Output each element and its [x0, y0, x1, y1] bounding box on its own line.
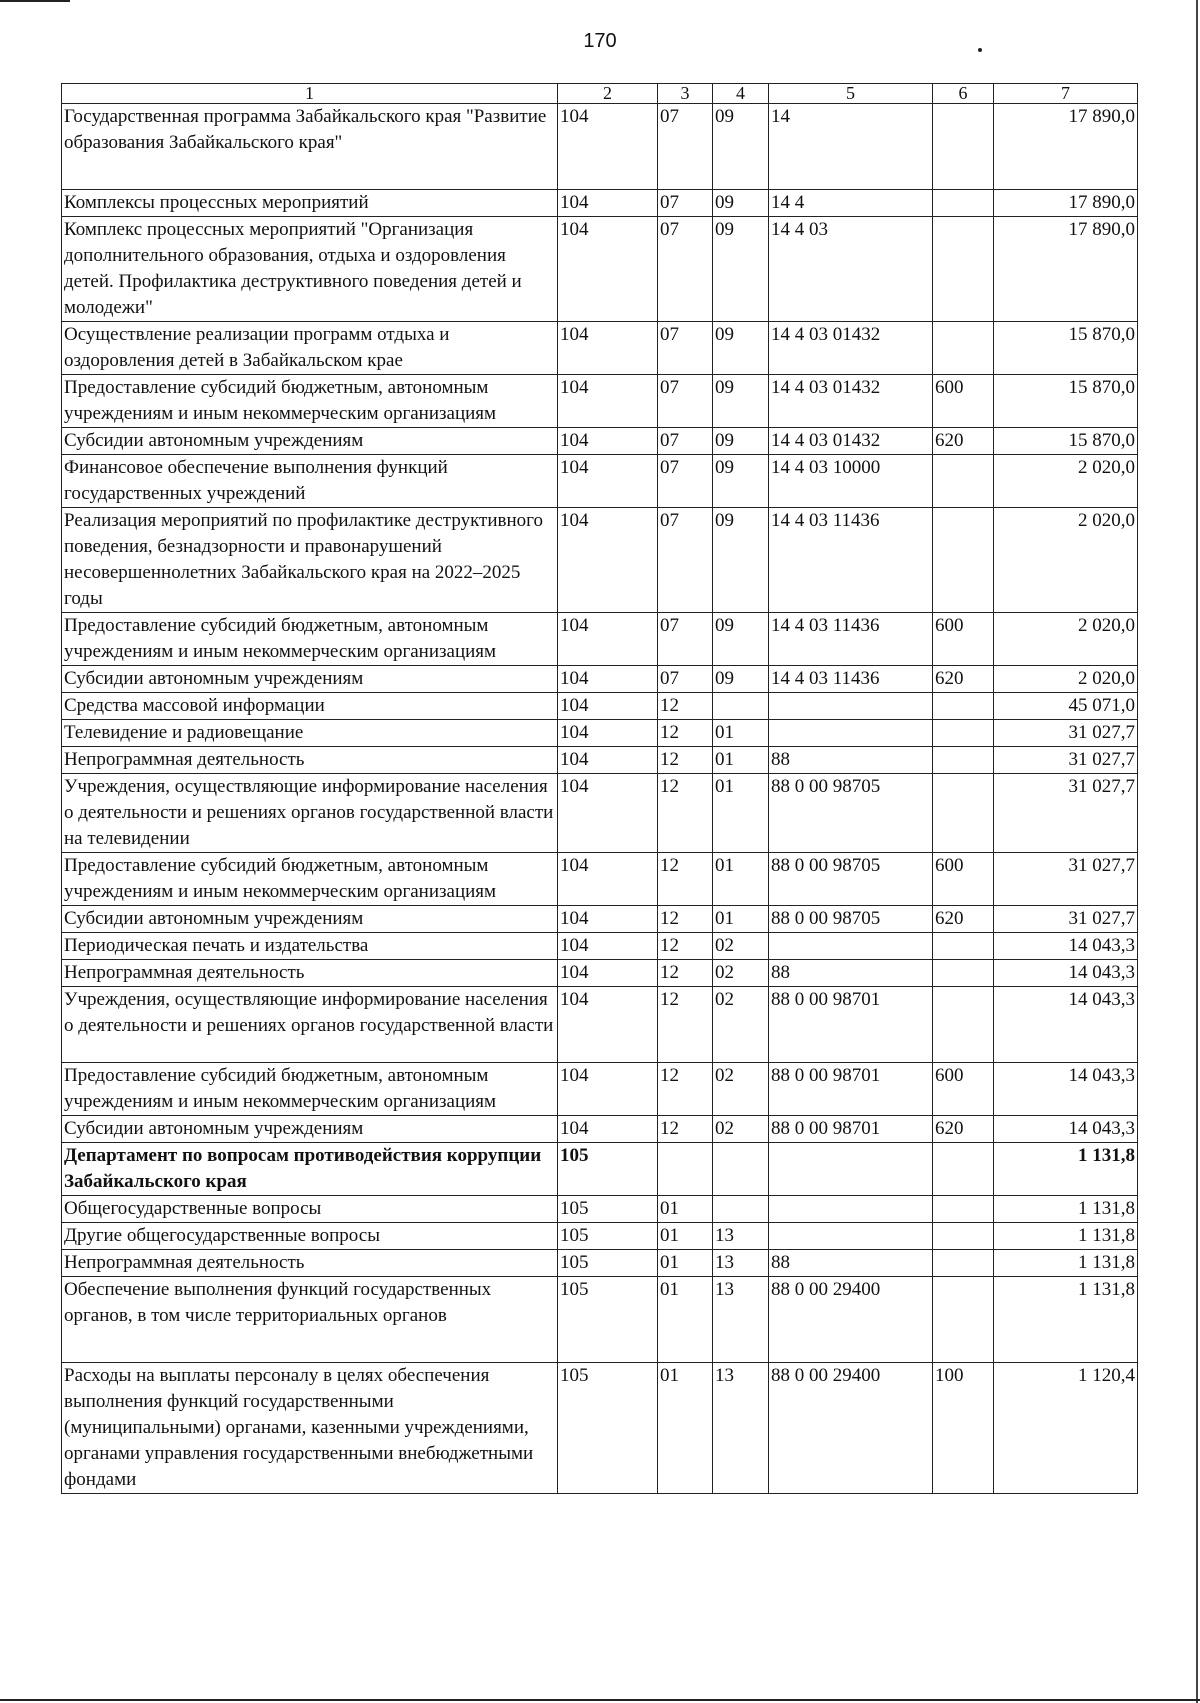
row-code-4: 09	[713, 104, 769, 190]
row-code-3: 07	[658, 666, 713, 693]
budget-table	[61, 83, 1138, 1494]
row-code-2: 104	[558, 455, 658, 508]
row-code-3: 12	[658, 853, 713, 906]
row-code-4: 09	[713, 613, 769, 666]
row-code-3: 07	[658, 375, 713, 428]
table-row	[62, 508, 1138, 613]
row-code-6: 600	[933, 853, 994, 906]
row-code-3: 12	[658, 1063, 713, 1116]
row-code-4: 09	[713, 508, 769, 613]
table-row	[62, 190, 1138, 217]
row-code-4: 13	[713, 1223, 769, 1250]
row-amount: 31 027,7	[994, 774, 1138, 853]
row-code-4: 02	[713, 960, 769, 987]
row-code-3: 07	[658, 217, 713, 322]
row-amount: 2 020,0	[994, 455, 1138, 508]
row-code-6	[933, 960, 994, 987]
row-code-6: 600	[933, 375, 994, 428]
row-code-5: 14 4 03 01432	[769, 375, 933, 428]
table-row	[62, 693, 1138, 720]
row-code-2: 104	[558, 217, 658, 322]
row-code-6: 600	[933, 1063, 994, 1116]
row-code-3: 12	[658, 1116, 713, 1143]
row-code-3: 12	[658, 720, 713, 747]
row-amount: 1 131,8	[994, 1277, 1138, 1363]
scan-edge-right	[1196, 0, 1198, 1703]
row-code-5: 14 4 03 01432	[769, 428, 933, 455]
row-code-4: 09	[713, 428, 769, 455]
row-code-5: 88 0 00 98705	[769, 906, 933, 933]
page-number: 170	[583, 30, 617, 52]
row-code-2: 104	[558, 322, 658, 375]
row-code-3: 12	[658, 933, 713, 960]
row-description: Финансовое обеспечение выполнения функций государственных учреждений	[62, 455, 558, 508]
row-code-3: 12	[658, 987, 713, 1063]
header-cell-5: 5	[769, 84, 933, 104]
row-amount: 1 131,8	[994, 1250, 1138, 1277]
row-description: Расходы на выплаты персоналу в целях обеспечения выполнения функций государственными (муниципальными) органами, казенными учреждениями, органами управления государственными внебюджетными фондами	[62, 1363, 558, 1494]
row-amount: 17 890,0	[994, 190, 1138, 217]
row-code-5: 88 0 00 29400	[769, 1363, 933, 1494]
header-cell-1: 1	[62, 84, 558, 104]
row-description: Учреждения, осуществляющие информирование населения о деятельности и решениях органов государственной власти	[62, 987, 558, 1063]
row-code-4: 02	[713, 1116, 769, 1143]
row-description: Другие общегосударственные вопросы	[62, 1223, 558, 1250]
row-amount: 15 870,0	[994, 428, 1138, 455]
table-row	[62, 1063, 1138, 1116]
row-code-4: 01	[713, 720, 769, 747]
row-amount: 1 131,8	[994, 1196, 1138, 1223]
row-code-6: 100	[933, 1363, 994, 1494]
row-code-2: 104	[558, 693, 658, 720]
row-code-2: 104	[558, 508, 658, 613]
row-code-4	[713, 693, 769, 720]
table-row	[62, 375, 1138, 428]
row-code-5: 88 0 00 98705	[769, 774, 933, 853]
row-code-6: 620	[933, 666, 994, 693]
row-code-2: 104	[558, 190, 658, 217]
header-cell-4: 4	[713, 84, 769, 104]
row-code-6	[933, 1250, 994, 1277]
row-code-5: 14 4 03 01432	[769, 322, 933, 375]
row-code-2: 105	[558, 1196, 658, 1223]
table-row	[62, 960, 1138, 987]
row-code-3: 01	[658, 1196, 713, 1223]
row-code-5: 88 0 00 29400	[769, 1277, 933, 1363]
row-code-2: 104	[558, 906, 658, 933]
row-code-5: 14 4 03	[769, 217, 933, 322]
row-amount: 31 027,7	[994, 906, 1138, 933]
table-row	[62, 217, 1138, 322]
row-code-2: 104	[558, 375, 658, 428]
table-row	[62, 322, 1138, 375]
row-code-6	[933, 720, 994, 747]
row-code-3: 07	[658, 455, 713, 508]
row-code-5: 88 0 00 98701	[769, 987, 933, 1063]
table-row	[62, 1143, 1138, 1196]
row-amount: 2 020,0	[994, 666, 1138, 693]
row-code-2: 104	[558, 960, 658, 987]
row-code-2: 104	[558, 747, 658, 774]
header-cell-3: 3	[658, 84, 713, 104]
row-amount: 14 043,3	[994, 987, 1138, 1063]
row-code-5: 14 4 03 10000	[769, 455, 933, 508]
row-code-5: 14 4	[769, 190, 933, 217]
row-description: Непрограммная деятельность	[62, 1250, 558, 1277]
row-code-6	[933, 1143, 994, 1196]
row-code-6	[933, 104, 994, 190]
row-description: Средства массовой информации	[62, 693, 558, 720]
row-code-5	[769, 1196, 933, 1223]
scan-edge-bottom	[0, 1699, 1200, 1701]
row-code-2: 105	[558, 1143, 658, 1196]
row-code-4: 09	[713, 375, 769, 428]
row-code-5	[769, 933, 933, 960]
row-description: Непрограммная деятельность	[62, 747, 558, 774]
row-code-6: 600	[933, 613, 994, 666]
row-code-2: 105	[558, 1277, 658, 1363]
row-amount: 14 043,3	[994, 960, 1138, 987]
row-code-2: 104	[558, 666, 658, 693]
table-row	[62, 1363, 1138, 1494]
row-code-6	[933, 455, 994, 508]
table-row	[62, 987, 1138, 1063]
row-code-5: 14 4 03 11436	[769, 613, 933, 666]
row-code-3: 07	[658, 613, 713, 666]
row-code-5	[769, 720, 933, 747]
table-row	[62, 774, 1138, 853]
row-code-4: 13	[713, 1277, 769, 1363]
row-amount: 14 043,3	[994, 1063, 1138, 1116]
row-code-6: 620	[933, 906, 994, 933]
row-code-5: 88 0 00 98701	[769, 1063, 933, 1116]
row-code-4: 01	[713, 853, 769, 906]
row-code-5: 14 4 03 11436	[769, 666, 933, 693]
row-code-5: 88 0 00 98701	[769, 1116, 933, 1143]
row-code-4: 01	[713, 747, 769, 774]
row-code-6	[933, 1223, 994, 1250]
row-code-5: 88 0 00 98705	[769, 853, 933, 906]
row-code-5: 14 4 03 11436	[769, 508, 933, 613]
row-code-4: 09	[713, 666, 769, 693]
row-amount: 31 027,7	[994, 747, 1138, 774]
row-code-2: 105	[558, 1223, 658, 1250]
row-description: Департамент по вопросам противодействия коррупции Забайкальского края	[62, 1143, 558, 1196]
row-code-6	[933, 774, 994, 853]
row-code-6	[933, 190, 994, 217]
row-code-3: 07	[658, 104, 713, 190]
row-code-3: 12	[658, 774, 713, 853]
row-amount: 31 027,7	[994, 853, 1138, 906]
row-code-3: 12	[658, 747, 713, 774]
row-code-5: 88	[769, 960, 933, 987]
row-code-4: 13	[713, 1250, 769, 1277]
row-code-2: 104	[558, 104, 658, 190]
row-description: Предоставление субсидий бюджетным, автономным учреждениям и иным некоммерческим организациям	[62, 613, 558, 666]
row-code-6	[933, 987, 994, 1063]
row-description: Непрограммная деятельность	[62, 960, 558, 987]
row-code-3: 12	[658, 906, 713, 933]
row-code-4: 09	[713, 190, 769, 217]
row-code-5	[769, 693, 933, 720]
row-code-2: 104	[558, 774, 658, 853]
row-code-6	[933, 1196, 994, 1223]
row-code-3: 01	[658, 1277, 713, 1363]
header-cell-2: 2	[558, 84, 658, 104]
row-amount: 2 020,0	[994, 613, 1138, 666]
row-amount: 17 890,0	[994, 104, 1138, 190]
row-code-4: 01	[713, 774, 769, 853]
row-amount: 14 043,3	[994, 1116, 1138, 1143]
table-row	[62, 666, 1138, 693]
row-code-4: 01	[713, 906, 769, 933]
row-code-2: 104	[558, 428, 658, 455]
row-code-2: 104	[558, 720, 658, 747]
row-code-4: 09	[713, 322, 769, 375]
row-code-3: 07	[658, 508, 713, 613]
row-description: Обеспечение выполнения функций государственных органов, в том числе территориальных органов	[62, 1277, 558, 1363]
row-code-3: 01	[658, 1250, 713, 1277]
row-description: Государственная программа Забайкальского края "Развитие образования Забайкальского края"	[62, 104, 558, 190]
row-code-3: 01	[658, 1223, 713, 1250]
row-description: Субсидии автономным учреждениям	[62, 666, 558, 693]
row-code-2: 104	[558, 613, 658, 666]
row-description: Субсидии автономным учреждениям	[62, 428, 558, 455]
row-amount: 45 071,0	[994, 693, 1138, 720]
row-description: Предоставление субсидий бюджетным, автономным учреждениям и иным некоммерческим организациям	[62, 853, 558, 906]
row-code-5	[769, 1223, 933, 1250]
row-code-6	[933, 747, 994, 774]
row-code-2: 105	[558, 1250, 658, 1277]
row-amount: 14 043,3	[994, 933, 1138, 960]
row-description: Телевидение и радиовещание	[62, 720, 558, 747]
row-code-4: 02	[713, 987, 769, 1063]
row-code-4	[713, 1143, 769, 1196]
row-code-4: 02	[713, 933, 769, 960]
row-code-2: 104	[558, 987, 658, 1063]
table-row	[62, 1196, 1138, 1223]
row-code-4: 13	[713, 1363, 769, 1494]
table-row	[62, 1250, 1138, 1277]
row-code-3: 07	[658, 190, 713, 217]
table-row	[62, 853, 1138, 906]
row-code-6	[933, 1277, 994, 1363]
table-row	[62, 613, 1138, 666]
table-row	[62, 1277, 1138, 1363]
row-amount: 2 020,0	[994, 508, 1138, 613]
row-code-6	[933, 933, 994, 960]
row-code-3: 12	[658, 960, 713, 987]
row-amount: 15 870,0	[994, 322, 1138, 375]
row-amount: 15 870,0	[994, 375, 1138, 428]
row-amount: 1 120,4	[994, 1363, 1138, 1494]
row-code-4	[713, 1196, 769, 1223]
row-amount: 17 890,0	[994, 217, 1138, 322]
row-amount: 1 131,8	[994, 1143, 1138, 1196]
row-amount: 1 131,8	[994, 1223, 1138, 1250]
row-description: Субсидии автономным учреждениям	[62, 1116, 558, 1143]
row-code-6: 620	[933, 428, 994, 455]
row-code-6	[933, 508, 994, 613]
row-code-3: 07	[658, 322, 713, 375]
row-code-5	[769, 1143, 933, 1196]
row-amount: 31 027,7	[994, 720, 1138, 747]
row-description: Периодическая печать и издательства	[62, 933, 558, 960]
row-description: Субсидии автономным учреждениям	[62, 906, 558, 933]
row-code-2: 104	[558, 1063, 658, 1116]
row-code-4: 09	[713, 217, 769, 322]
scan-edge-top	[0, 0, 70, 2]
header-cell-7: 7	[994, 84, 1138, 104]
row-code-6: 620	[933, 1116, 994, 1143]
row-description: Комплексы процессных мероприятий	[62, 190, 558, 217]
row-code-6	[933, 693, 994, 720]
row-description: Комплекс процессных мероприятий "Организация дополнительного образования, отдыха и оздоровления детей. Профилактика деструктивного поведения детей и молодежи"	[62, 217, 558, 322]
header-cell-6: 6	[933, 84, 994, 104]
row-code-2: 105	[558, 1363, 658, 1494]
row-code-2: 104	[558, 1116, 658, 1143]
table-row	[62, 1223, 1138, 1250]
row-description: Общегосударственные вопросы	[62, 1196, 558, 1223]
row-description: Учреждения, осуществляющие информирование населения о деятельности и решениях органов государственной власти на телевидении	[62, 774, 558, 853]
row-code-3	[658, 1143, 713, 1196]
row-description: Осуществление реализации программ отдыха и оздоровления детей в Забайкальском крае	[62, 322, 558, 375]
row-code-5: 88	[769, 747, 933, 774]
row-description: Реализация мероприятий по профилактике деструктивного поведения, безнадзорности и правонарушений несовершеннолетних Забайкальского края на 2022–2025 годы	[62, 508, 558, 613]
row-code-6	[933, 217, 994, 322]
table-row	[62, 1116, 1138, 1143]
row-code-2: 104	[558, 853, 658, 906]
row-code-3: 12	[658, 693, 713, 720]
row-description: Предоставление субсидий бюджетным, автономным учреждениям и иным некоммерческим организациям	[62, 1063, 558, 1116]
row-code-2: 104	[558, 933, 658, 960]
table-row	[62, 747, 1138, 774]
row-code-6	[933, 322, 994, 375]
table-row	[62, 720, 1138, 747]
header-row	[62, 84, 1138, 104]
row-code-3: 01	[658, 1363, 713, 1494]
row-description: Предоставление субсидий бюджетным, автономным учреждениям и иным некоммерческим организациям	[62, 375, 558, 428]
table-row	[62, 906, 1138, 933]
table-row	[62, 428, 1138, 455]
table-row	[62, 933, 1138, 960]
table-body	[62, 104, 1138, 1494]
row-code-3: 07	[658, 428, 713, 455]
table-row	[62, 455, 1138, 508]
row-code-5: 88	[769, 1250, 933, 1277]
table-row	[62, 104, 1138, 190]
row-code-5: 14	[769, 104, 933, 190]
row-code-4: 09	[713, 455, 769, 508]
row-code-4: 02	[713, 1063, 769, 1116]
